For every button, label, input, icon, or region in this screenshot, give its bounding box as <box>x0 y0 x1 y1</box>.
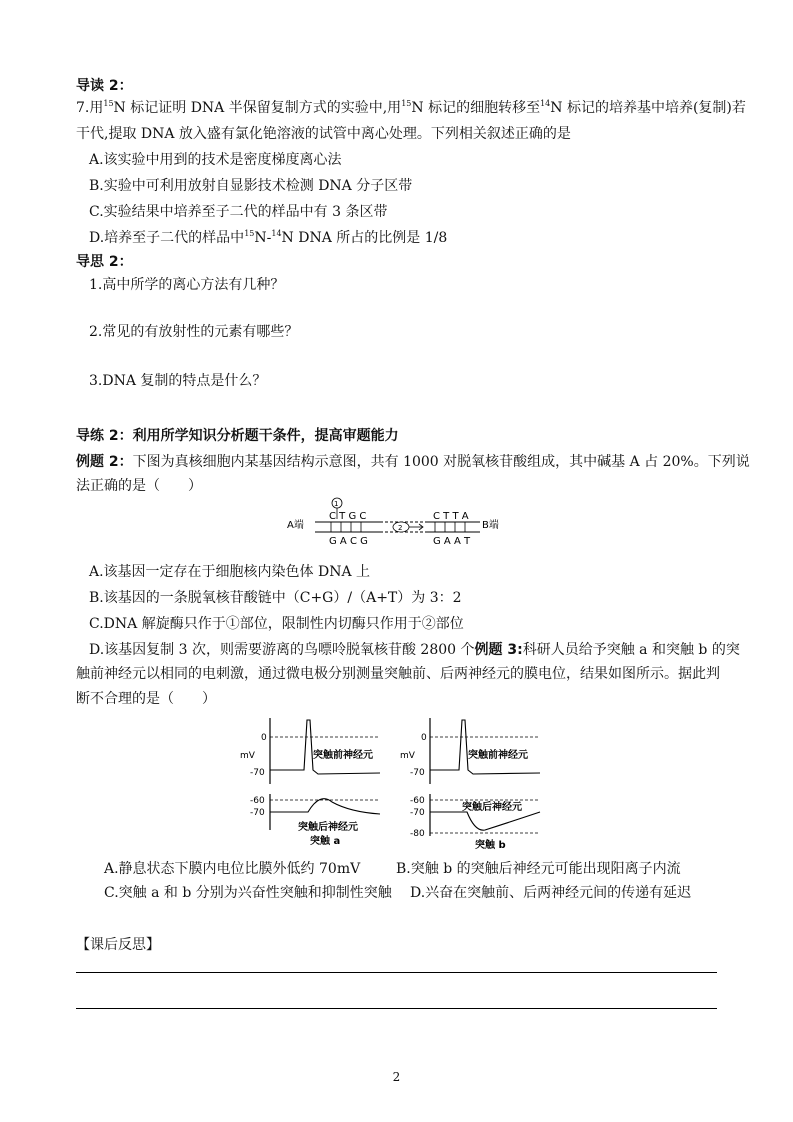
q7-iso-15a: 15 <box>103 99 114 108</box>
q7-iso-15b: 15 <box>401 99 412 108</box>
reflection-line-1 <box>76 972 717 973</box>
tick-60-a: -60 <box>250 796 265 806</box>
section-title-daosi: 导思 2： <box>76 254 133 270</box>
q7-option-b: B.实验中可利用放射自显影技术检测 DNA 分子区带 <box>89 178 413 194</box>
synapse-b-caption: 突触 b <box>475 840 506 851</box>
section-title-daolian: 导练 2：利用所学知识分析题干条件，提高审题能力 <box>76 428 399 444</box>
mark-1-number: 1 <box>334 500 339 508</box>
ex3-option-d: D.兴奋在突触前、后两神经元间的传递有延迟 <box>410 885 692 901</box>
pre-label-b: 突触前神经元 <box>468 750 528 761</box>
synapse-b-figure <box>395 712 555 852</box>
think-question-2: 2.常见的有放射性的元素有哪些？ <box>89 324 299 340</box>
pre-trace-a <box>270 720 380 774</box>
gene-bottom-right-bases: G A A T <box>433 536 471 547</box>
tick-70-pre-b: -70 <box>410 768 425 778</box>
q7-text-a: 7.用 <box>76 100 104 116</box>
gene-right-end-label: B端 <box>482 520 499 531</box>
reflection-line-2 <box>76 1008 717 1009</box>
ex3-option-b: B.突触 b 的突触后神经元可能出现阳离子内流 <box>396 861 681 877</box>
ex3-option-a: A.静息状态下膜内电位比膜外低约 70mV <box>104 861 361 877</box>
reflection-title: 【课后反思】 <box>76 937 160 953</box>
q7-optd-a: D.培养至子二代的样品中 <box>89 230 245 246</box>
gene-top-right-bases: C T T A <box>433 511 469 522</box>
tick-0-a: 0 <box>261 733 267 743</box>
think-question-3: 3.DNA 复制的特点是什么？ <box>89 373 267 389</box>
think-question-1: 1.高中所学的离心方法有几种？ <box>89 277 285 293</box>
tick-0-b: 0 <box>421 733 427 743</box>
gene-left-end-label: A端 <box>287 520 304 531</box>
ex2-option-d-line <box>89 640 740 660</box>
example-3-line3: 断不合理的是（ ） <box>76 691 216 707</box>
synapse-a-caption: 突触 a <box>310 836 341 847</box>
q7-optd-c: N DNA 所占的比例是 1/8 <box>281 230 448 246</box>
tick-70-post-b: -70 <box>410 808 425 818</box>
post-label-b: 突触后神经元 <box>462 802 522 813</box>
pre-trace-b <box>430 720 540 774</box>
question-7-line1 <box>76 98 746 118</box>
example-3-line1: 科研人员给予突触 a 和突触 b 的突 <box>522 642 740 658</box>
q7-option-a: A.该实验中用到的技术是密度梯度离心法 <box>89 152 342 168</box>
ex3-option-c: C.突触 a 和 b 分别为兴奋性突触和抑制性突触 <box>104 885 392 901</box>
example-2-label: 例题 2： <box>76 454 133 470</box>
ex2-option-b: B.该基因的一条脱氧核苷酸链中（C+G）/（A+T）为 3：2 <box>89 590 462 606</box>
q7-option-d <box>89 228 447 248</box>
q7-option-c: C.实验结果中培养至子二代的样品中有 3 条区带 <box>89 204 388 220</box>
tick-80-b: -80 <box>410 829 425 839</box>
q7-optd-b: N- <box>254 230 272 246</box>
tick-60-b: -60 <box>410 796 425 806</box>
pre-label-a: 突触前神经元 <box>313 750 373 761</box>
q7-optd-iso14: 14 <box>271 229 282 238</box>
q7-text-c: N 标记的细胞转移至 <box>411 100 541 116</box>
unit-b: mV <box>400 751 415 761</box>
page-number: 2 <box>392 1070 401 1084</box>
unit-a: mV <box>240 751 255 761</box>
ex2-option-d: D.该基因复制 3 次，则需要游离的鸟嘌呤脱氧核苷酸 2800 个 <box>89 642 475 658</box>
gene-structure-figure <box>285 494 510 552</box>
ex2-option-a: A.该基因一定存在于细胞核内染色体 DNA 上 <box>89 564 371 580</box>
example-2-line1 <box>76 452 750 472</box>
mark-2-number: 2 <box>398 524 403 532</box>
ex2-option-c: C.DNA 解旋酶只作于①部位，限制性内切酶只作用于②部位 <box>89 616 464 632</box>
tick-70-post-a: -70 <box>250 808 265 818</box>
post-label-a: 突触后神经元 <box>298 822 358 833</box>
post-trace-a <box>270 799 380 814</box>
synapse-a-figure <box>240 712 400 852</box>
example-3-label: 例题 3: <box>474 642 523 658</box>
gene-top-left-bases: C T G C <box>329 511 367 522</box>
tick-70-pre-a: -70 <box>250 768 265 778</box>
q7-text-d: N 标记的培养基中培养(复制)若 <box>550 100 746 116</box>
question-7-line2: 干代,提取 DNA 放入盛有氯化铯溶液的试管中离心处理。下列相关叙述正确的是 <box>76 126 571 142</box>
q7-text-b: N 标记证明 DNA 半保留复制方式的实验中,用 <box>113 100 402 116</box>
example-2-text: 下图为真核细胞内某基因结构示意图，共有 1000 对脱氧核苷酸组成，其中碱基 A 占 20%。下列说 <box>132 454 750 470</box>
q7-iso-14: 14 <box>540 99 551 108</box>
q7-optd-iso15: 15 <box>244 229 255 238</box>
post-trace-b <box>430 812 540 830</box>
example-3-line2: 触前神经元以相同的电刺激，通过微电极分别测量突触前、后两神经元的膜电位，结果如图所示。据此判 <box>76 666 720 682</box>
section-title-daodu: 导读 2： <box>76 78 133 94</box>
example-2-line2: 法正确的是（ ） <box>76 478 202 494</box>
gene-bottom-left-bases: G A C G <box>329 536 368 547</box>
